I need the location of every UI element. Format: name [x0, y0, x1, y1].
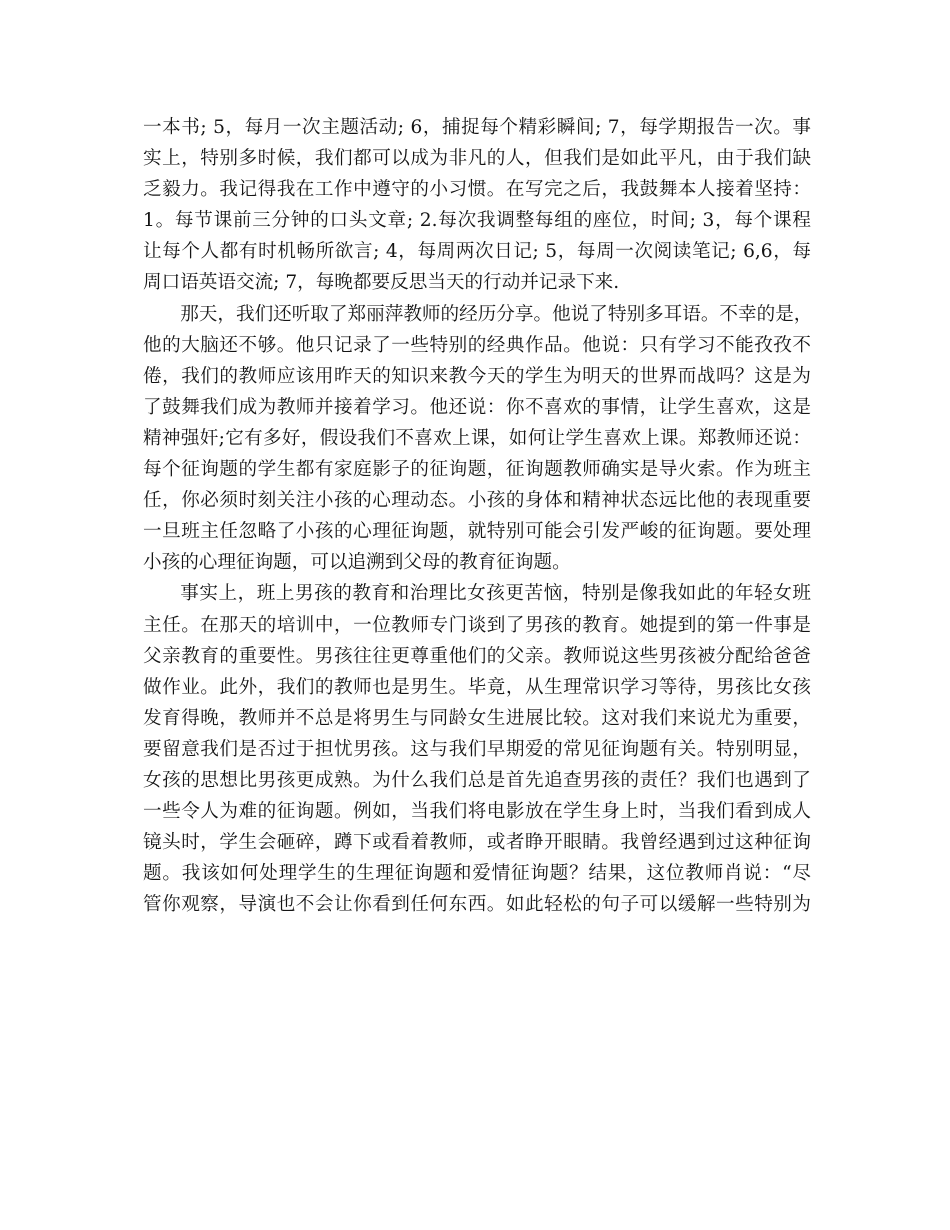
text-line: 镜头时，学生会砸碎，蹲下或看着教师，或者睁开眼睛。我曾经遇到过这种征询: [143, 832, 811, 854]
text-line: 每个征询题的学生都有家庭影子的征询题，征询题教师确实是导火索。作为班主: [143, 459, 811, 481]
text-line: 题。我该如何处理学生的生理征询题和爱情征询题？结果，这位教师肖说：“尽: [143, 863, 811, 885]
text-line: 女孩的思想比男孩更成熟。为什么我们总是首先追查男孩的责任？我们也遇到了: [143, 769, 811, 791]
text-line: 管你观察，导演也不会让你看到任何东西。如此轻松的句子可以缓解一些特别为: [143, 894, 811, 916]
text-line: 任，你必须时刻关注小孩的心理动态。小孩的身体和精神状态远比他的表现重要: [143, 490, 811, 512]
text-line: 让每个人都有时机畅所欲言; 4，每周两次日记; 5，每周一次阅读笔记; 6,6，每: [143, 241, 811, 263]
text-line: 1。每节课前三分钟的口头文章; 2.每次我调整每组的座位，时间; 3，每个课程: [143, 210, 811, 232]
text-line: 一些令人为难的征询题。例如，当我们将电影放在学生身上时，当我们看到成人: [143, 801, 811, 823]
text-line: 了鼓舞我们成为教师并接着学习。他还说：你不喜欢的事情，让学生喜欢，这是: [143, 396, 811, 418]
text-line: 实上，特别多时候，我们都可以成为非凡的人，但我们是如此平凡，由于我们缺: [143, 148, 811, 170]
paragraph-1: [143, 112, 811, 299]
text-line: 周口语英语交流; 7，每晚都要反思当天的行动并记录下来.: [143, 272, 620, 294]
text-line: 一旦班主任忽略了小孩的心理征询题，就特别可能会引发严峻的征询题。要处理: [143, 521, 811, 543]
text-line: 要留意我们是否过于担忧男孩。这与我们早期爱的常见征询题有关。特别明显，: [143, 738, 811, 760]
text-line: 发育得晚，教师并不总是将男生与同龄女生进展比较。这对我们来说尤为重要，: [143, 707, 811, 729]
text-line: 那天，我们还听取了郑丽萍教师的经历分享。他说了特别多耳语。不幸的是，: [180, 303, 813, 325]
text-line: 乏毅力。我记得我在工作中遵守的小习惯。在写完之后，我鼓舞本人接着坚持：: [143, 179, 811, 201]
paragraph-3: [143, 578, 811, 920]
text-line: 主任。在那天的培训中，一位教师专门谈到了男孩的教育。她提到的第一件事是: [143, 614, 811, 636]
text-line: 一本书; 5，每月一次主题活动; 6，捕捉每个精彩瞬间; 7，每学期报告一次。事: [143, 117, 811, 138]
text-line: 精神强奸;它有多好，假设我们不喜欢上课，如何让学生喜欢上课。郑教师还说：: [143, 427, 811, 449]
document-body: [143, 112, 811, 920]
text-line: 父亲教育的重要性。男孩往往更尊重他们的父亲。教师说这些男孩被分配给爸爸: [143, 645, 811, 667]
text-line: 倦，我们的教师应该用昨天的知识来教今天的学生为明天的世界而战吗？这是为: [143, 365, 811, 387]
paragraph-2: [143, 299, 811, 579]
text-line: 小孩的心理征询题，可以追溯到父母的教育征询题。: [143, 552, 571, 574]
text-line: 他的大脑还不够。他只记录了一些特别的经典作品。他说：只有学习不能孜孜不: [143, 334, 811, 356]
text-line: 事实上，班上男孩的教育和治理比女孩更苦恼，特别是像我如此的年轻女班: [180, 583, 811, 605]
text-line: 做作业。此外，我们的教师也是男生。毕竟，从生理常识学习等待，男孩比女孩: [143, 676, 811, 698]
